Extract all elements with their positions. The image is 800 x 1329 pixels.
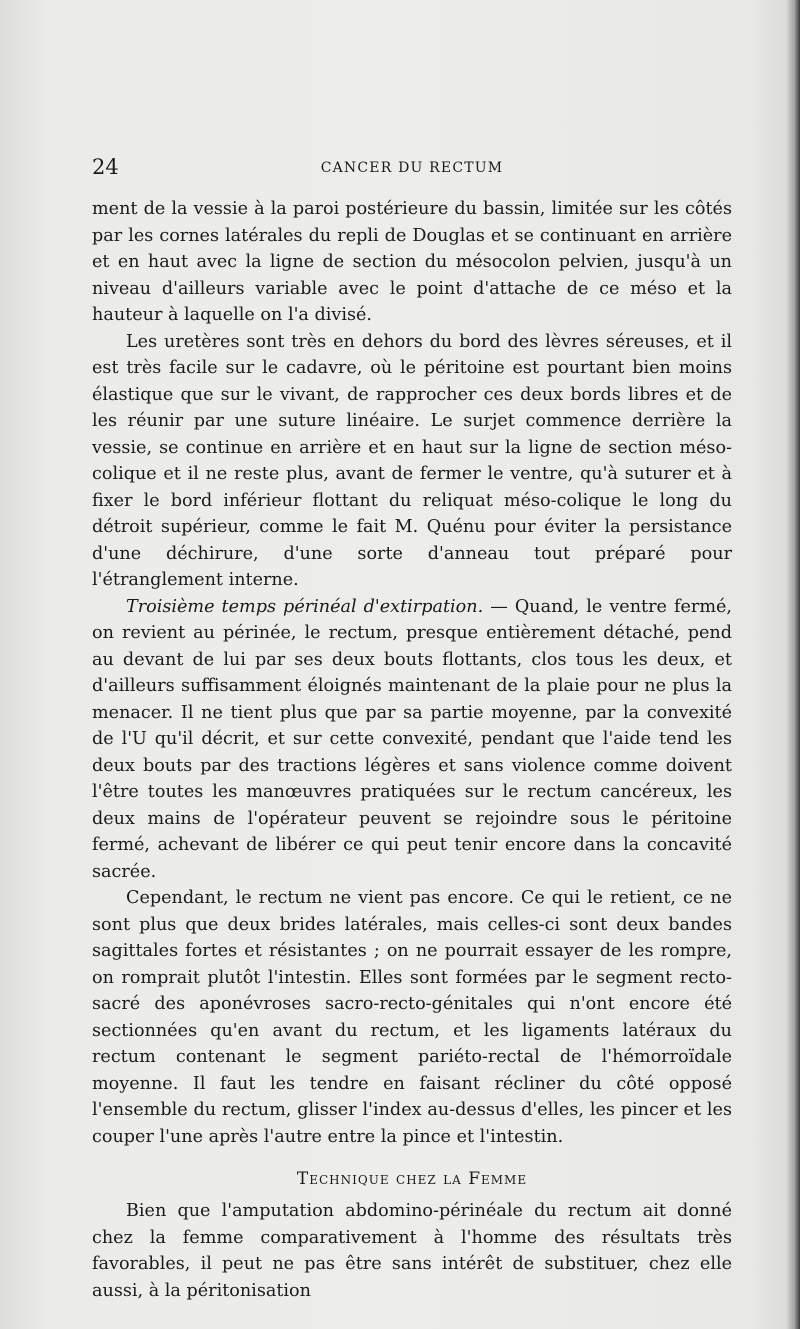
page-number: 24 [92, 155, 119, 179]
paragraph-lead-italic: Troisième temps périnéal d'extirpation. [126, 596, 484, 617]
page-header [92, 154, 732, 182]
paragraph-lateral-bands: Cependant, le rectum ne vient pas encore. Ce qui le retient, ce ne sont plus que deux brides latérales, mais celles-ci sont deux bandes sagittales fortes et résistantes ; on ne pourrait essayer de les rompre, on romprait plutôt l'intestin. Elles sont formées par le segment recto-sacré des aponévroses sacro-recto-génitales qui n'ont encore été sectionnées qu'en avant du rectum, et les ligaments latéraux du rectum contenant le segment pariéto-rectal de l'hémorroïdale moyenne. Il faut les tendre en faisant récliner du côté opposé l'ensemble du rectum, glisser l'index au-dessus d'elles, les pincer et les couper l'une après l'autre entre la pince et l'intestin. [92, 888, 732, 1147]
paragraph-closing: Bien que l'amputation abdomino-périnéale du rectum ait donné chez la femme comparativement à l'homme des résultats très favorables, il peut ne pas être sans intérêt de substituer, chez elle aussi, à la péritonisation [92, 1201, 732, 1301]
page-edge-shadow [786, 0, 800, 1329]
paragraph-continuation: ment de la vessie à la paroi postérieure du bassin, limitée sur les côtés par les cornes latérales du repli de Douglas et se continuant en arrière et en haut avec la ligne de section du mésocolon pelvien, jusqu'à un niveau d'ailleurs variable avec le point d'attache de ce méso et la hauteur à laquelle on l'a divisé. [92, 199, 732, 325]
running-title: CANCER DU RECTUM [320, 160, 504, 176]
section-heading: Technique chez la Femme [296, 1169, 528, 1189]
paragraph-third-step-text: — Quand, le ventre fermé, on revient au périnée, le rectum, presque entièrement détaché, pend au devant de lui par ses deux bouts flottants, clos tous les deux, et d'ailleurs suffisamment éloignés maintenant de la plaie pour ne plus la menacer. Il ne tient plus que par sa partie moyenne, par la convexité de l'U qu'il décrit, et sur cette convexité, pendant que l'aide tend les deux bouts par des tractions légères et sans violence comme doivent l'être toutes les manœuvres pratiquées sur le rectum cancéreux, les deux mains de l'opérateur peuvent se rejoindre sous le péritoine fermé, achevant de libérer ce qui peut tenir encore dans la concavité sacrée. [92, 596, 733, 882]
body-text [92, 196, 732, 1304]
paragraph-third-step [92, 594, 732, 886]
paragraph-ureters: Les uretères sont très en dehors du bord des lèvres séreuses, et il est très facile sur le cadavre, où le péritoine est pourtant bien moins élastique que sur le vivant, de rapprocher ces deux bords libres et de les réunir par une suture linéaire. Le surjet commence derrière la vessie, se continue en arrière et en haut sur la ligne de section méso-colique et il ne reste plus, avant de fermer le ventre, qu'à suturer et à fixer le bord inférieur flottant du reliquat méso-colique le long du détroit supérieur, comme le fait M. Quénu pour éviter la persistance d'une déchirure, d'une sorte d'anneau tout préparé pour l'étranglement interne. [92, 331, 732, 590]
